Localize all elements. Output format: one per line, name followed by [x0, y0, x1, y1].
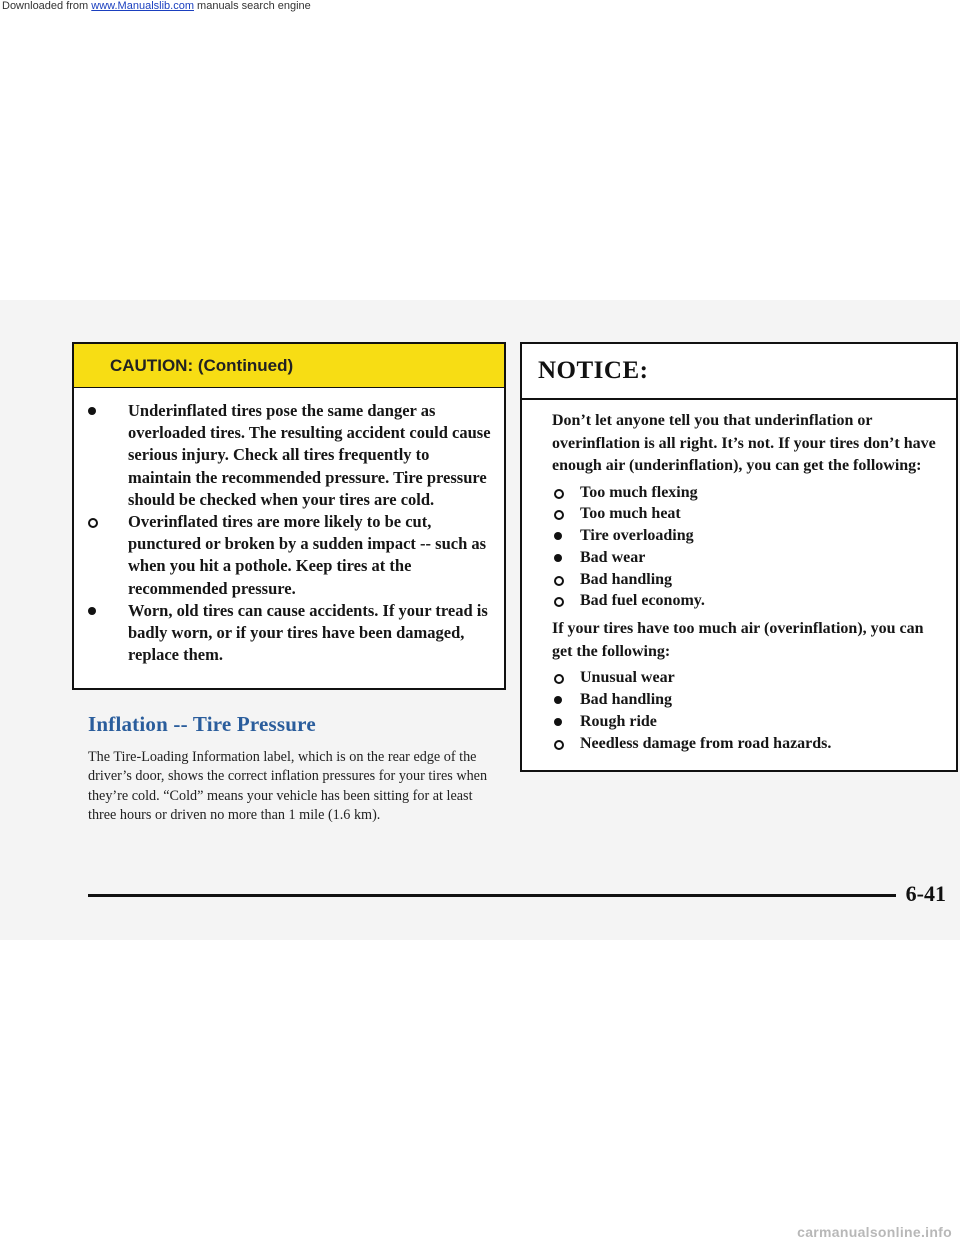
caution-item	[88, 600, 494, 667]
list-item-text: Unusual wear	[580, 669, 675, 687]
bullet-icon	[554, 718, 562, 726]
notice-header	[522, 344, 956, 400]
bullet-icon	[554, 532, 562, 540]
manualslib-link[interactable]: www.Manualslib.com	[91, 0, 194, 12]
notice-title: NOTICE:	[538, 357, 649, 384]
list-item-text: Bad fuel economy.	[580, 592, 705, 610]
list-item	[552, 689, 938, 711]
caution-item	[88, 511, 494, 600]
overinflation-list	[552, 667, 938, 754]
list-item	[552, 569, 938, 591]
list-item-text: Needless damage from road hazards.	[580, 734, 832, 752]
section-heading: Inflation -- Tire Pressure	[88, 712, 316, 736]
list-item	[552, 503, 938, 525]
list-item	[552, 547, 938, 569]
list-item	[552, 590, 938, 612]
site-watermark: carmanualsonline.info	[797, 1224, 952, 1240]
bullet-icon	[554, 740, 564, 750]
list-item-text: Bad handling	[580, 570, 673, 588]
caution-item-text: Underinflated tires pose the same danger as overloaded tires. The resulting accident could cause serious injury. Check all tires frequently to maintain the recommended pressure. Tire pressure should be checked when your tires are cold.	[128, 401, 491, 509]
section-body: The Tire-Loading Information label, which is on the rear edge of the driver’s door, shows the correct inflation pressures for your tires when they’re cold. “Cold” means your vehicle has been sitting for at least three hours or driven no more than 1 mile (1.6 km).	[88, 749, 488, 824]
banner-prefix: Downloaded from	[2, 0, 92, 12]
underinflation-list	[552, 482, 938, 613]
bullet-icon	[88, 407, 96, 415]
notice-over-intro: If your tires have too much air (overinflation), you can get the following:	[552, 620, 924, 660]
list-item-text: Too much flexing	[580, 483, 698, 501]
bullet-icon	[554, 489, 564, 499]
bullet-icon	[554, 597, 564, 607]
caution-item	[88, 400, 494, 511]
list-item-text: Bad handling	[580, 691, 673, 709]
list-item-text: Bad wear	[580, 548, 646, 566]
bullet-icon	[554, 554, 562, 562]
list-item-text: Tire overloading	[580, 527, 694, 545]
footer-rule	[88, 894, 896, 897]
download-banner	[2, 0, 311, 12]
page-number: 6-41	[905, 881, 946, 906]
list-item-text: Too much heat	[580, 505, 681, 523]
notice-body	[522, 400, 956, 754]
caution-header	[74, 344, 504, 388]
caution-item-text: Overinflated tires are more likely to be cut, punctured or broken by a sudden impact -- such as when you hit a pothole. Keep tires at the recommended pressure.	[128, 512, 487, 598]
bullet-icon	[88, 518, 98, 528]
list-item-text: Rough ride	[580, 712, 657, 730]
bullet-icon	[554, 674, 564, 684]
caution-list	[74, 388, 504, 666]
caution-item-text: Worn, old tires can cause accidents. If your tread is badly worn, or if your tires have been damaged, replace them.	[128, 600, 488, 665]
caution-title: CAUTION: (Continued)	[110, 355, 294, 375]
banner-suffix: manuals search engine	[193, 0, 311, 12]
bullet-icon	[554, 696, 562, 704]
list-item	[552, 711, 938, 733]
bullet-icon	[88, 607, 96, 615]
list-item	[552, 482, 938, 504]
bullet-icon	[554, 510, 564, 520]
list-item	[552, 667, 938, 689]
list-item	[552, 733, 938, 755]
notice-intro: Don’t let anyone tell you that underinflation or overinflation is all right. It’s not. If your tires don’t have enough air (underinflation), you can get the following:	[552, 412, 936, 474]
notice-box	[520, 342, 958, 772]
list-item	[552, 525, 938, 547]
bullet-icon	[554, 576, 564, 586]
caution-box	[72, 342, 506, 690]
